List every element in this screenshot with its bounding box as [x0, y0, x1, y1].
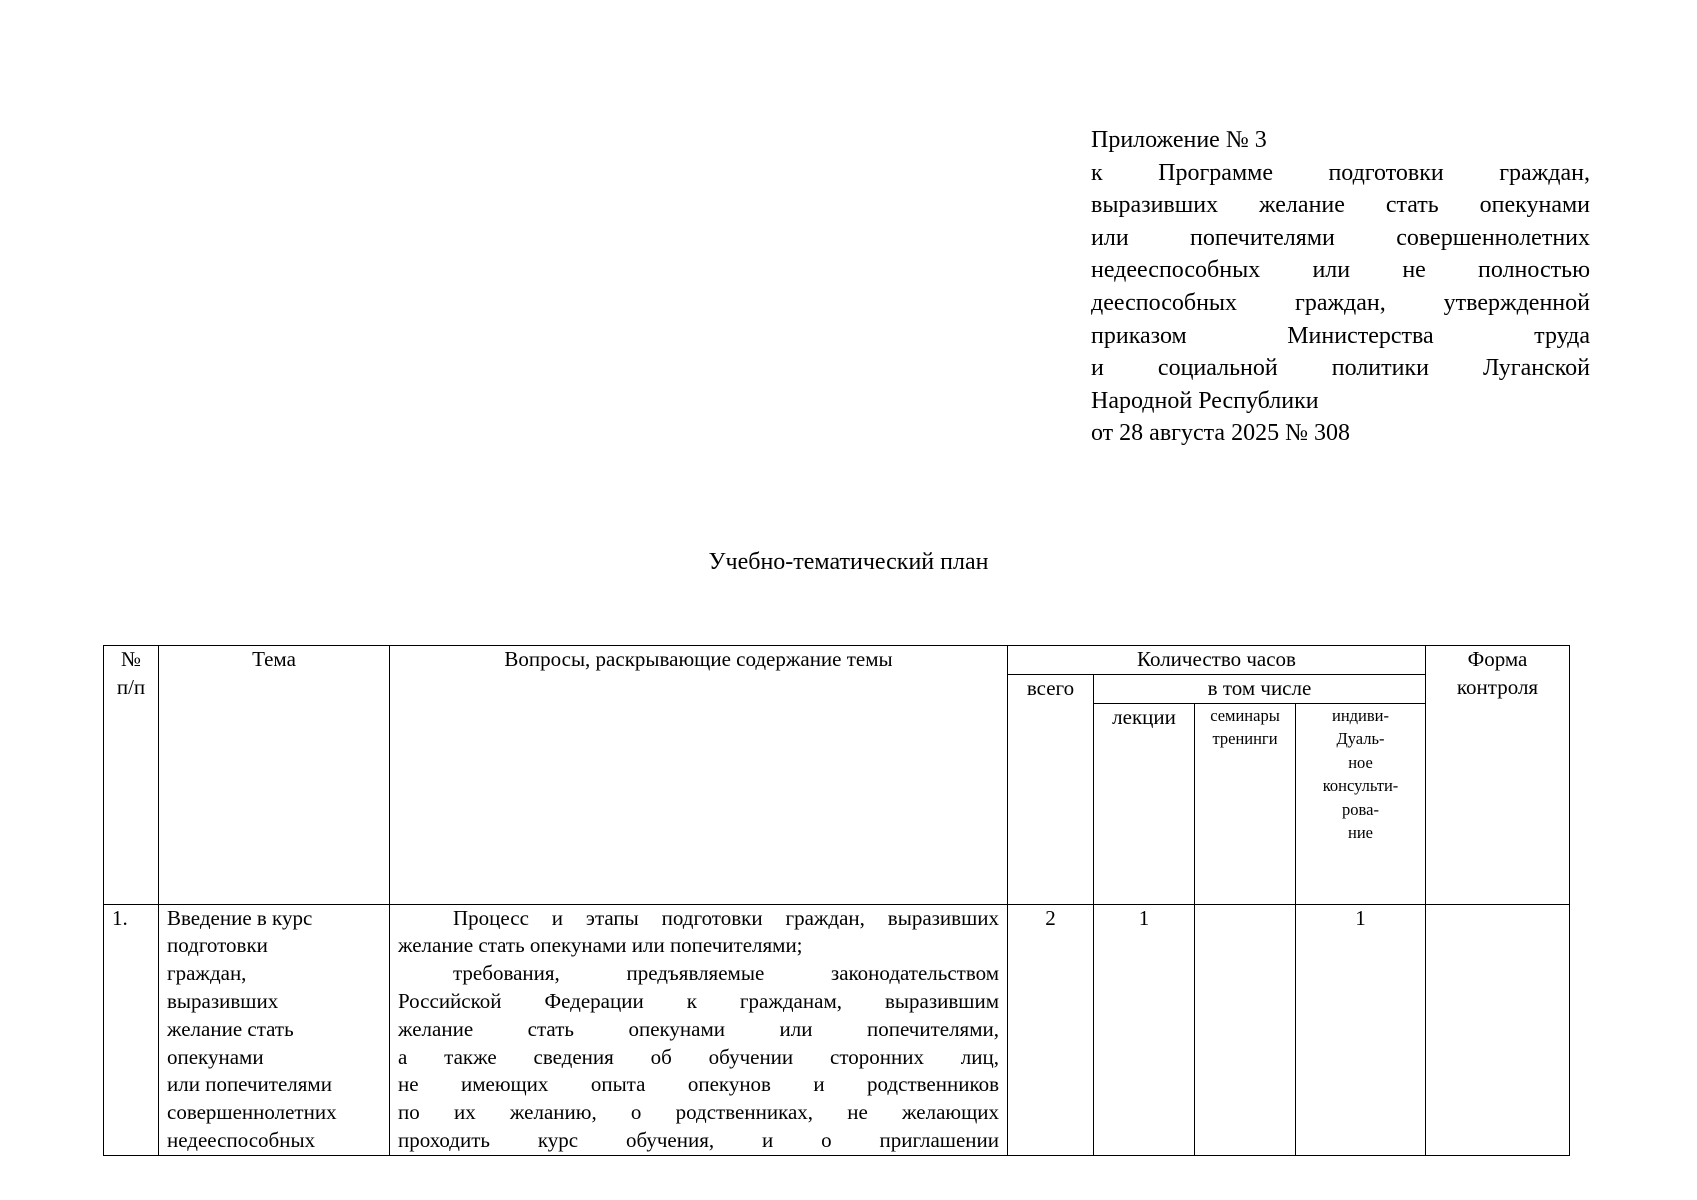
header-individual-line: консульти- — [1322, 776, 1399, 796]
topic-line: недееспособных — [167, 1127, 316, 1152]
row-num: 1. — [104, 904, 159, 1155]
header-individual-line: рова- — [1342, 799, 1379, 819]
topic-line: Введение в курс — [167, 905, 313, 930]
topic-line: выразивших — [167, 988, 279, 1013]
header-total: всего — [1008, 674, 1094, 904]
content-line: требования, предъявляемые законодательством — [453, 961, 999, 986]
row-content — [390, 904, 1008, 1155]
topic-line: или попечителями — [167, 1072, 332, 1097]
header-individual-line: Дуаль- — [1336, 729, 1385, 749]
table-row — [104, 904, 1570, 1155]
header-hours: Количество часов — [1008, 646, 1426, 675]
header-individual — [1296, 703, 1426, 904]
header-individual-line: индиви- — [1331, 705, 1389, 725]
appendix-date: от 28 августа 2025 № 308 — [1091, 420, 1350, 447]
header-questions: Вопросы, раскрывающие содержание темы — [390, 646, 1008, 905]
header-individual-line: ное — [1348, 752, 1373, 772]
header-row — [104, 646, 1570, 675]
plan-table — [103, 645, 1570, 1156]
appendix-last-line: Народной Республики — [1091, 387, 1319, 414]
appendix-line: выразивших желание стать опекунами — [1091, 192, 1590, 219]
content-line: желание стать опекунами или попечителями; — [398, 933, 803, 958]
appendix-line: к Программе подготовки граждан, — [1091, 159, 1590, 186]
row-lectures: 1 — [1094, 904, 1195, 1155]
topic-line: желание стать — [167, 1016, 294, 1041]
appendix-line: приказом Министерства труда — [1091, 322, 1590, 349]
topic-line: подготовки — [167, 933, 268, 958]
content-line: по их желанию, о родственниках, не желающих — [398, 1100, 999, 1125]
row-total: 2 — [1008, 904, 1094, 1155]
topic-line: граждан, — [167, 961, 247, 986]
content-line: Российской Федерации к гражданам, выразившим — [398, 988, 999, 1013]
header-seminars: семинары тренинги — [1195, 703, 1296, 904]
topic-line: совершеннолетних — [167, 1100, 337, 1125]
row-control — [1426, 904, 1570, 1155]
header-num: № п/п — [104, 646, 159, 905]
content-line: желание стать опекунами или попечителями, — [398, 1016, 999, 1041]
appendix-line: и социальной политики Луганской — [1091, 355, 1590, 382]
appendix-line: или попечителями совершеннолетних — [1091, 224, 1590, 251]
plan-title: Учебно-тематический план — [708, 549, 989, 575]
topic-line: опекунами — [167, 1044, 264, 1069]
header-including: в том числе — [1094, 674, 1426, 703]
row-individual: 1 — [1296, 904, 1426, 1155]
appendix-block — [1091, 124, 1590, 450]
header-individual-line: ние — [1348, 823, 1373, 843]
appendix-title: Приложение № 3 — [1091, 127, 1267, 153]
content-line: проходить курс обучения, и о приглашении — [398, 1127, 999, 1152]
content-line: а также сведения об обучении сторонних лиц, — [398, 1044, 999, 1069]
appendix-line: недееспособных или не полностью — [1091, 257, 1590, 284]
row-seminars — [1195, 904, 1296, 1155]
appendix-line: дееспособных граждан, утвержденной — [1091, 289, 1590, 316]
header-control: Форма контроля — [1426, 646, 1570, 905]
content-line: не имеющих опыта опекунов и родственников — [398, 1072, 999, 1097]
content-line: Процесс и этапы подготовки граждан, выразивших — [453, 905, 999, 930]
header-topic: Тема — [159, 646, 390, 905]
header-lectures: лекции — [1094, 703, 1195, 904]
row-topic — [159, 904, 390, 1155]
